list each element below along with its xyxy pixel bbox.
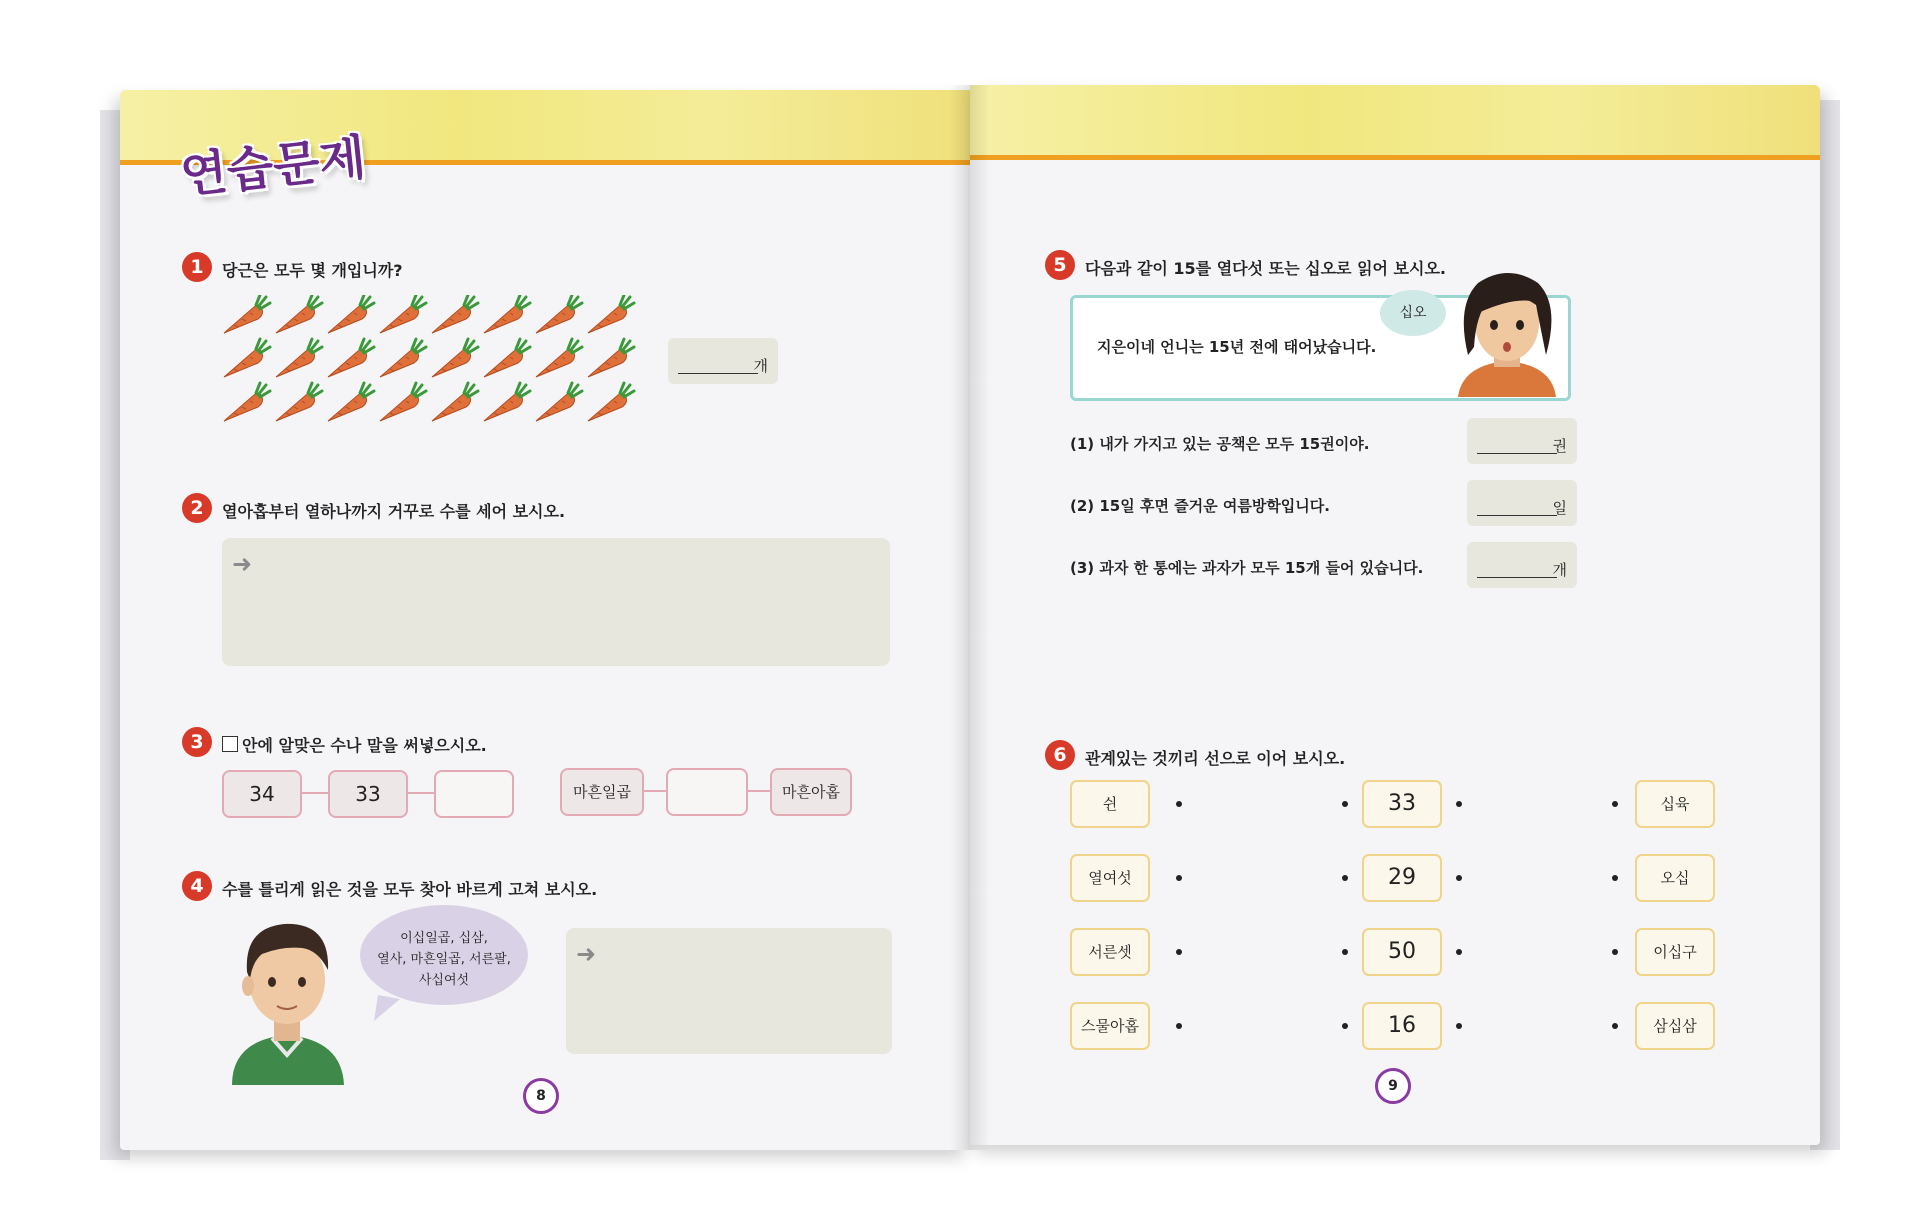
sequence-box: 마흔일곱 — [560, 768, 644, 816]
question-3-text: 안에 알맞은 수나 말을 써넣으시오. — [242, 736, 487, 755]
carrot-icon — [536, 295, 582, 333]
book-gutter — [950, 85, 990, 1150]
carrot-icon — [224, 383, 270, 421]
carrot-icon — [328, 295, 374, 333]
match-number-box: 33 — [1362, 780, 1442, 828]
carrot-icon — [276, 295, 322, 333]
speech-bubble — [360, 905, 528, 1005]
question-number: 3 — [182, 727, 212, 757]
sequence-connector — [300, 792, 328, 794]
answer-unit: 개 — [1552, 561, 1567, 579]
question-number: 6 — [1045, 740, 1075, 770]
carrot-icon — [588, 383, 634, 421]
q1-answer-box[interactable] — [668, 338, 778, 384]
carrot-icon — [536, 339, 582, 377]
match-dot[interactable] — [1342, 801, 1348, 807]
answer-unit: 권 — [1552, 437, 1567, 455]
carrot-icon — [432, 339, 478, 377]
match-word-box: 스물아홉 — [1070, 1002, 1150, 1050]
match-number-box: 29 — [1362, 854, 1442, 902]
match-dot[interactable] — [1456, 875, 1462, 881]
carrot-icon — [380, 383, 426, 421]
match-number-box: 50 — [1362, 928, 1442, 976]
boy-illustration — [222, 910, 352, 1085]
question-2-text: 열아홉부터 열하나까지 거꾸로 수를 세어 보시오. — [222, 502, 566, 521]
subquestion-2-answer[interactable] — [1467, 480, 1577, 526]
match-sino-box: 십육 — [1635, 780, 1715, 828]
answer-line — [678, 373, 758, 374]
example-speech-text: 십오 — [1399, 305, 1427, 321]
match-word-box: 열여섯 — [1070, 854, 1150, 902]
match-dot[interactable] — [1612, 949, 1618, 955]
match-dot[interactable] — [1612, 801, 1618, 807]
match-dot[interactable] — [1176, 801, 1182, 807]
match-dot[interactable] — [1612, 875, 1618, 881]
match-dot[interactable] — [1456, 949, 1462, 955]
page-number: 8 — [523, 1078, 559, 1114]
match-dot[interactable] — [1456, 1023, 1462, 1029]
answer-unit: 개 — [753, 357, 768, 375]
question-number: 1 — [182, 252, 212, 282]
carrot-icon — [588, 339, 634, 377]
sequence-box: 마흔아홉 — [770, 768, 852, 816]
banner-divider — [970, 155, 1820, 160]
carrot-icon — [432, 383, 478, 421]
top-banner — [970, 85, 1820, 155]
q2-answer-area[interactable] — [222, 538, 890, 666]
sequence-connector — [746, 790, 770, 792]
question-number: 5 — [1045, 250, 1075, 280]
question-5-text: 다음과 같이 15를 열다섯 또는 십오로 읽어 보시오. — [1085, 259, 1447, 278]
match-dot[interactable] — [1176, 875, 1182, 881]
example-sentence: 지은이네 언니는 15년 전에 태어났습니다. — [1097, 338, 1377, 356]
speech-line: 사십여섯 — [418, 973, 470, 988]
subquestion-3: (3) 과자 한 통에는 과자가 모두 15개 들어 있습니다. — [1070, 559, 1424, 577]
carrot-icon — [432, 295, 478, 333]
match-sino-box: 오십 — [1635, 854, 1715, 902]
question-number: 2 — [182, 493, 212, 523]
speech-bubble-tail — [370, 995, 410, 1025]
answer-line — [1477, 515, 1557, 516]
match-dot[interactable] — [1176, 1023, 1182, 1029]
page-number: 9 — [1375, 1068, 1411, 1104]
girl-illustration — [1448, 265, 1566, 397]
carrot-icon — [224, 295, 270, 333]
page-title: 연습문제 — [178, 129, 369, 205]
carrot-icon — [276, 339, 322, 377]
match-dot[interactable] — [1612, 1023, 1618, 1029]
question-1-text: 당근은 모두 몇 개입니까? — [222, 261, 403, 280]
match-dot[interactable] — [1176, 949, 1182, 955]
match-dot[interactable] — [1342, 1023, 1348, 1029]
carrot-icon — [328, 383, 374, 421]
blank-box-icon — [222, 736, 238, 752]
match-sino-box: 삼십삼 — [1635, 1002, 1715, 1050]
match-number-box: 16 — [1362, 1002, 1442, 1050]
question-6-text: 관계있는 것끼리 선으로 이어 보시오. — [1085, 749, 1346, 768]
carrot-icon — [484, 295, 530, 333]
carrot-icon — [588, 295, 634, 333]
arrow-icon: ➜ — [576, 940, 597, 968]
right-page — [970, 85, 1820, 1145]
carrot-icon — [484, 383, 530, 421]
answer-line — [1477, 453, 1557, 454]
answer-line — [1477, 577, 1557, 578]
subquestion-1: (1) 내가 가지고 있는 공책은 모두 15권이야. — [1070, 435, 1370, 453]
match-word-box: 쉰 — [1070, 780, 1150, 828]
arrow-icon: ➜ — [232, 550, 253, 578]
carrot-icon — [328, 339, 374, 377]
carrot-icon — [380, 295, 426, 333]
match-dot[interactable] — [1342, 875, 1348, 881]
sequence-blank-input[interactable] — [434, 770, 514, 818]
match-sino-box: 이십구 — [1635, 928, 1715, 976]
question-4-text: 수를 틀리게 읽은 것을 모두 찾아 바르게 고쳐 보시오. — [222, 880, 598, 899]
subquestion-3-answer[interactable] — [1467, 542, 1577, 588]
sequence-connector — [642, 790, 666, 792]
match-dot[interactable] — [1342, 949, 1348, 955]
left-page — [120, 90, 970, 1150]
subquestion-1-answer[interactable] — [1467, 418, 1577, 464]
example-speech-bubble — [1380, 290, 1446, 336]
carrot-icon — [224, 339, 270, 377]
carrot-icon — [380, 339, 426, 377]
sequence-box: 33 — [328, 770, 408, 818]
sequence-blank-input[interactable] — [666, 768, 748, 816]
carrot-illustration — [220, 295, 660, 435]
subquestion-2: (2) 15일 후면 즐거운 여름방학입니다. — [1070, 497, 1330, 515]
question-number: 4 — [182, 871, 212, 901]
speech-line: 이십일곱, 십삼, — [400, 931, 488, 946]
q4-answer-area[interactable] — [566, 928, 892, 1054]
answer-unit: 일 — [1552, 499, 1567, 517]
sequence-connector — [406, 792, 434, 794]
match-dot[interactable] — [1456, 801, 1462, 807]
carrot-icon — [276, 383, 322, 421]
speech-line: 열사, 마흔일곱, 서른팔, — [377, 952, 511, 967]
carrot-icon — [484, 339, 530, 377]
carrot-icon — [536, 383, 582, 421]
match-word-box: 서른셋 — [1070, 928, 1150, 976]
sequence-box: 34 — [222, 770, 302, 818]
